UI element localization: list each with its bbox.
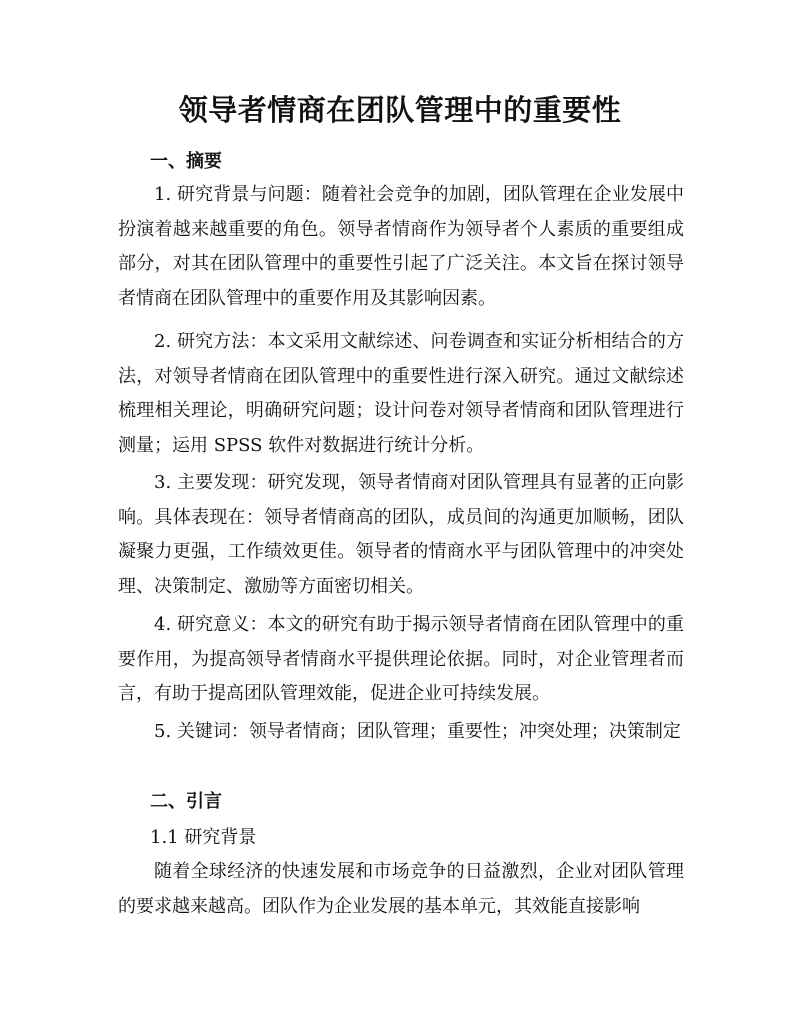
- keywords-paragraph: 5. 关键词：领导者情商；团队管理；重要性；冲突处理；决策制定: [154, 721, 681, 742]
- abstract-paragraph-4: 4. 研究意义：本文的研究有助于揭示领导者情商在团队管理中的重要作用，为提高领导者情商水平提供理论依据。同时，对企业管理者而言，有助于提高团队管理效能，促进企业可持续发展。: [118, 614, 684, 704]
- abstract-paragraph-3: 3. 主要发现：研究发现，领导者情商对团队管理具有显著的正向影响。具体表现在：领导者情商高的团队，成员间的沟通更加顺畅，团队凝聚力更强，工作绩效更佳。领导者的情商水平与团队管理中的冲突处理、决策制定、激励等方面密切相关。: [118, 472, 684, 597]
- abstract-heading: 一、摘要: [150, 151, 222, 172]
- background-subheading: 1.1 研究背景: [150, 827, 257, 848]
- introduction-heading: 二、引言: [150, 791, 222, 812]
- abstract-paragraph-1: 1. 研究背景与问题：随着社会竞争的加剧，团队管理在企业发展中扮演着越来越重要的角色。领导者情商作为领导者个人素质的重要组成部分，对其在团队管理中的重要性引起了广泛关注。本文旨在探讨领导者情商在团队管理中的重要作用及其影响因素。: [118, 184, 684, 309]
- abstract-paragraph-2: 2. 研究方法：本文采用文献综述、问卷调查和实证分析相结合的方法，对领导者情商在团队管理中的重要性进行深入研究。通过文献综述梳理相关理论，明确研究问题；设计问卷对领导者情商和团队管理进行测量；运用 SPSS 软件对数据进行统计分析。: [118, 331, 684, 456]
- introduction-paragraph-1: 随着全球经济的快速发展和市场竞争的日益激烈，企业对团队管理的要求越来越高。团队作为企业发展的基本单元，其效能直接影响: [118, 861, 684, 917]
- document-title: 领导者情商在团队管理中的重要性: [178, 93, 622, 127]
